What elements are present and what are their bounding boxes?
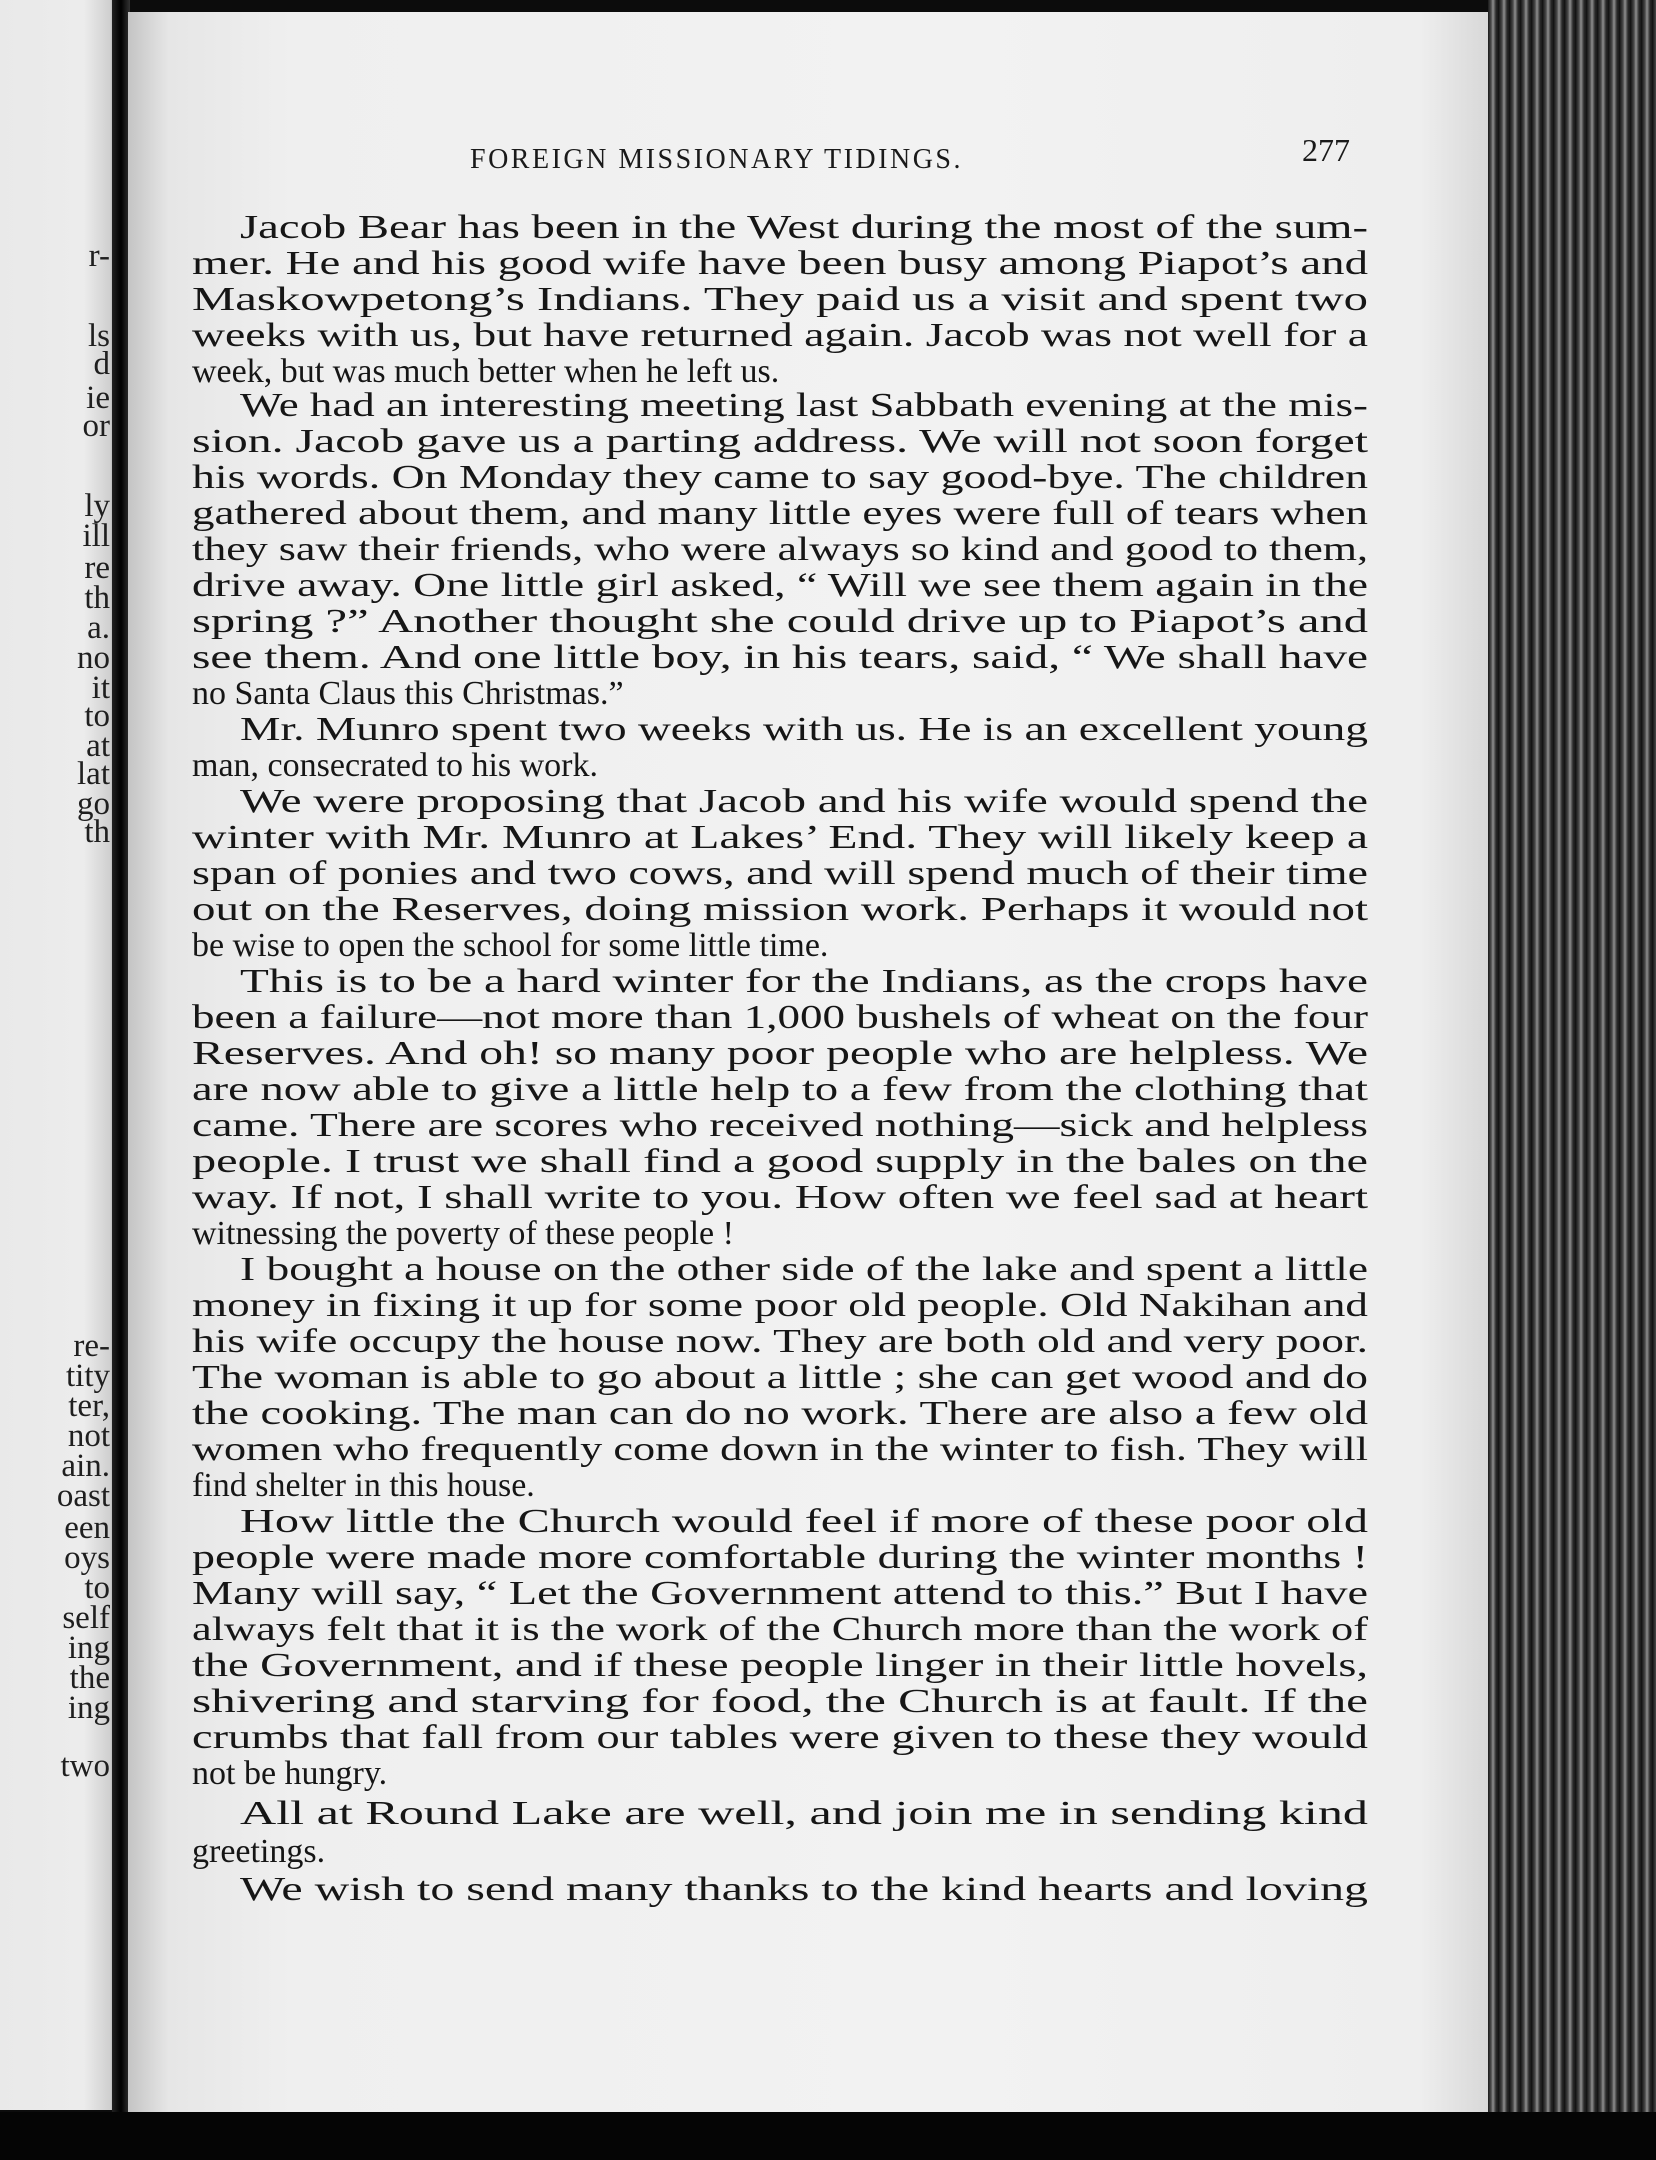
text-line: The woman is able to go about a little ; she can get wood and do	[192, 1359, 1368, 1396]
previous-page-fragment: go	[77, 786, 110, 822]
text-line: his wife occupy the house now. They are both old and very poor.	[192, 1323, 1368, 1360]
text-line: weeks with us, but have returned again. Jacob was not well for a	[192, 317, 1368, 354]
text-line: came. There are scores who received nothing—sick and helpless	[192, 1107, 1368, 1144]
text-line: been a failure—not more than 1,000 bushels of wheat on the four	[192, 999, 1368, 1036]
text-line: witnessing the poverty of these people !	[192, 1215, 734, 1252]
text-line: money in fixing it up for some poor old people. Old Nakihan and	[192, 1287, 1368, 1324]
text-line: people. I trust we shall find a good supply in the bales on the	[192, 1143, 1368, 1180]
text-line: always felt that it is the work of the Church more than the work of	[192, 1611, 1368, 1648]
previous-page-fragment: d	[93, 346, 110, 382]
text-line: not be hungry.	[192, 1755, 388, 1792]
previous-page-fragment: oys	[64, 1540, 110, 1576]
text-line: they saw their friends, who were always so kind and good to them,	[192, 531, 1368, 568]
text-line: I bought a house on the other side of the lake and spent a little	[240, 1251, 1368, 1288]
text-line: drive away. One little girl asked, “ Will we see them again in the	[192, 567, 1368, 604]
previous-page-fragment: the	[69, 1660, 110, 1696]
previous-page-fragment: no	[77, 640, 110, 676]
previous-page-fragment: ill	[82, 518, 110, 554]
previous-page-fragment: it	[91, 670, 110, 706]
book-page-edges	[1488, 0, 1656, 2160]
previous-page-fragment: ing	[67, 1630, 110, 1666]
text-line: We had an interesting meeting last Sabbath evening at the mis-	[240, 387, 1368, 424]
scan-bottom-border	[0, 2112, 1656, 2160]
text-line: are now able to give a little help to a few from the clothing that	[192, 1071, 1368, 1108]
text-line: see them. And one little boy, in his tears, said, “ We shall have	[192, 639, 1368, 676]
text-line: Many will say, “ Let the Government attend to this.” But I have	[192, 1575, 1368, 1612]
previous-page-fragment: ls	[87, 318, 110, 354]
text-line: greetings.	[192, 1833, 326, 1870]
text-line: crumbs that fall from our tables were given to these they would	[192, 1719, 1368, 1756]
text-line: mer. He and his good wife have been busy among Piapot’s and	[192, 245, 1368, 282]
previous-page-fragment: not	[67, 1418, 110, 1454]
previous-page-fragment: th	[84, 580, 110, 616]
text-line: sion. Jacob gave us a parting address. We will not soon forget	[192, 423, 1368, 460]
text-line: way. If not, I shall write to you. How often we feel sad at heart	[192, 1179, 1368, 1216]
previous-page-fragment: lat	[77, 756, 110, 792]
text-line: find shelter in this house.	[192, 1467, 535, 1504]
text-line: women who frequently come down in the winter to fish. They will	[192, 1431, 1368, 1468]
text-line: man, consecrated to his work.	[192, 747, 598, 784]
text-line: the Government, and if these people linger in their little hovels,	[192, 1647, 1368, 1684]
text-line: Mr. Munro spent two weeks with us. He is an excellent young	[240, 711, 1368, 748]
previous-page-fragment: to	[84, 1570, 110, 1606]
text-line: Reserves. And oh! so many poor people who are helpless. We	[192, 1035, 1368, 1072]
previous-page-fragment: een	[64, 1510, 110, 1546]
page-number: 277	[1302, 132, 1350, 168]
previous-page-fragment: th	[84, 814, 110, 850]
text-line: This is to be a hard winter for the Indians, as the crops have	[240, 963, 1368, 1000]
text-line: his words. On Monday they came to say good-bye. The children	[192, 459, 1368, 496]
text-line: We were proposing that Jacob and his wife would spend the	[240, 783, 1368, 820]
text-line: week, but was much better when he left us.	[192, 353, 780, 390]
text-line: spring ?” Another thought she could drive up to Piapot’s and	[192, 603, 1368, 640]
running-head: FOREIGN MISSIONARY TIDINGS.	[470, 144, 963, 175]
previous-page-fragment: two	[60, 1748, 110, 1784]
previous-page-fragment: re	[84, 550, 110, 586]
text-line: people were made more comfortable during the winter months !	[192, 1539, 1368, 1576]
text-line: gathered about them, and many little eyes were full of tears when	[192, 495, 1368, 532]
text-line: Maskowpetong’s Indians. They paid us a visit and spent two	[192, 281, 1368, 318]
previous-page-fragment: ain.	[61, 1448, 110, 1484]
previous-page-fragment: ie	[86, 380, 110, 416]
previous-page-fragment: ly	[84, 488, 110, 524]
text-line: no Santa Claus this Christmas.”	[192, 675, 624, 712]
text-line: We wish to send many thanks to the kind hearts and loving	[240, 1871, 1368, 1908]
previous-page-fragment: re-	[73, 1328, 110, 1364]
text-line: shivering and starving for food, the Church is at fault. If the	[192, 1683, 1368, 1720]
text-line: span of ponies and two cows, and will spend much of their time	[192, 855, 1368, 892]
previous-page-fragment: a.	[87, 610, 110, 646]
previous-page-fragment: to	[84, 698, 110, 734]
text-line: be wise to open the school for some little time.	[192, 927, 829, 964]
previous-page-fragment: r-	[88, 238, 110, 274]
previous-page-edge	[0, 0, 120, 2110]
previous-page-fragment: ter,	[68, 1388, 110, 1424]
text-line: All at Round Lake are well, and join me in sending kind	[240, 1795, 1368, 1832]
text-line: How little the Church would feel if more of these poor old	[240, 1503, 1368, 1540]
previous-page-fragment: ing	[67, 1690, 110, 1726]
previous-page-fragment: self	[62, 1600, 110, 1636]
previous-page-fragment: oast	[56, 1478, 110, 1514]
text-line: out on the Reserves, doing mission work. Perhaps it would not	[192, 891, 1368, 928]
text-line: winter with Mr. Munro at Lakes’ End. They will likely keep a	[192, 819, 1368, 856]
previous-page-fragment: or	[82, 408, 110, 444]
previous-page-fragment: at	[86, 728, 110, 764]
text-line: Jacob Bear has been in the West during the most of the sum-	[240, 209, 1368, 246]
previous-page-fragment: tity	[65, 1358, 110, 1394]
text-line: the cooking. The man can do no work. There are also a few old	[192, 1395, 1368, 1432]
